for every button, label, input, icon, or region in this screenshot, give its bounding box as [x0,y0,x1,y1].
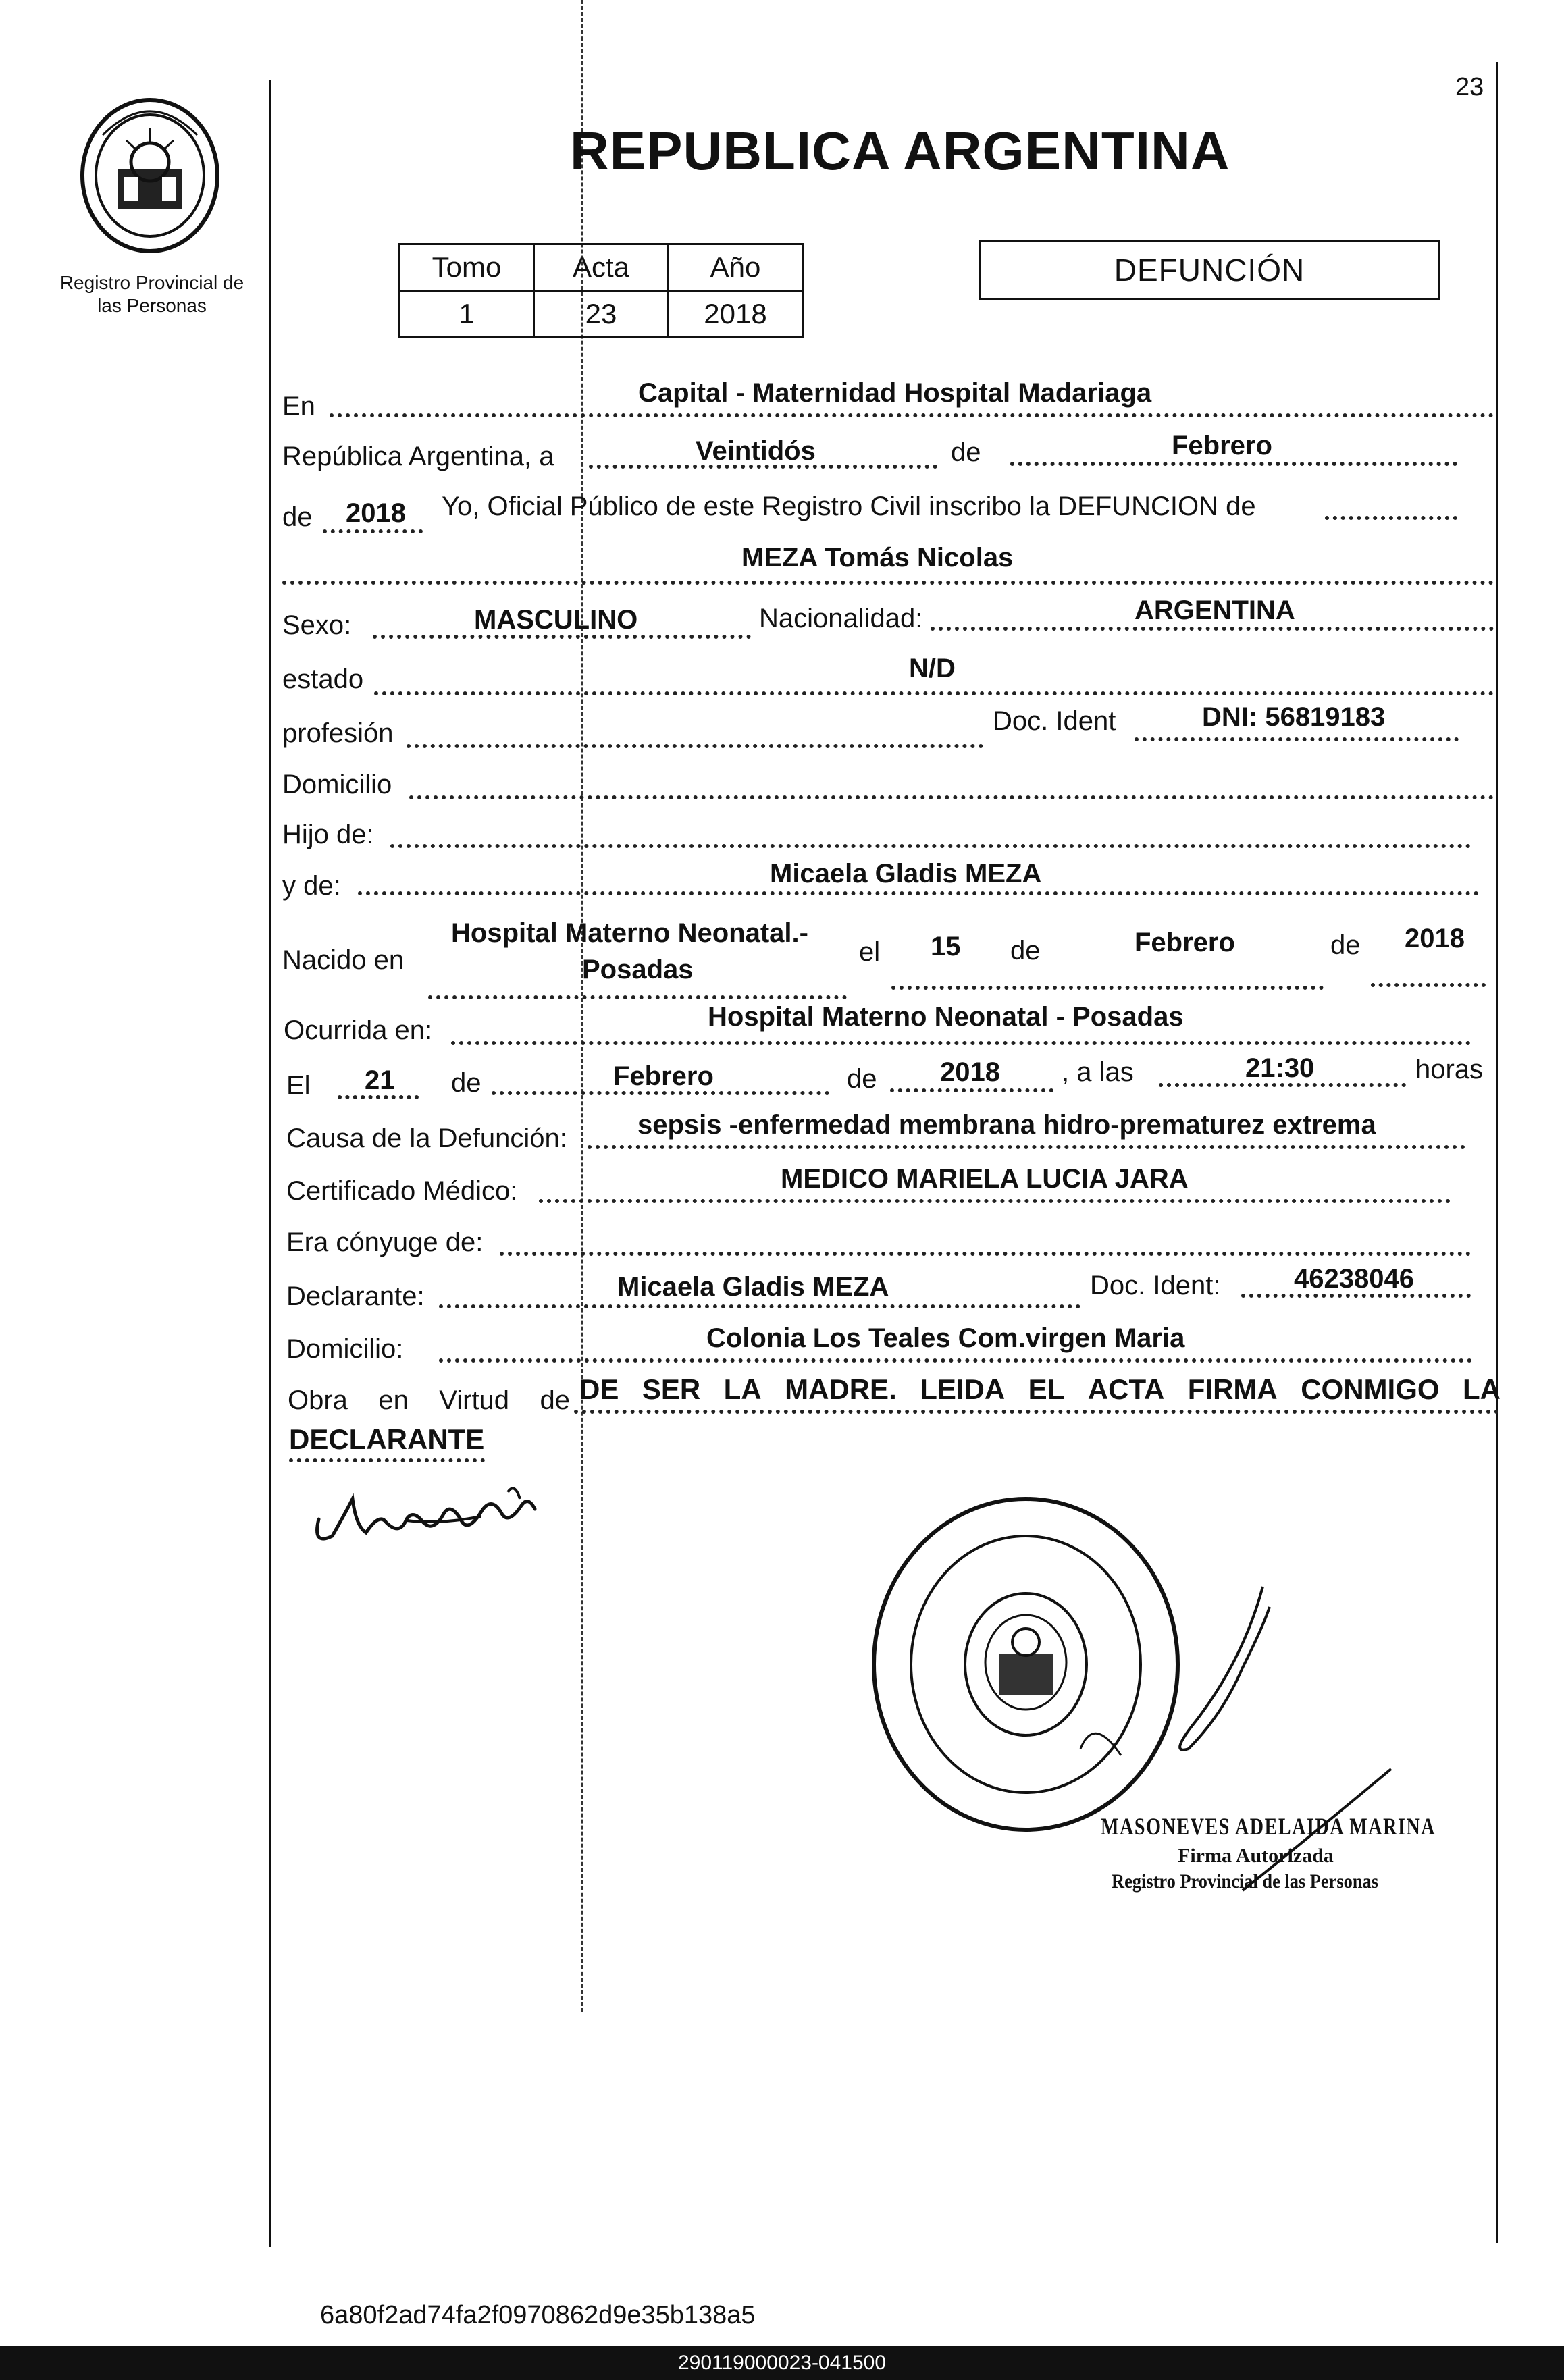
official-role: Firma Autorizada [1178,1845,1334,1867]
profesion-line [407,744,983,748]
obra-value-word-2: SER [642,1373,701,1405]
barcode-text: 290119000023-041500 [677,2352,887,2374]
estado-value: N/D [909,654,956,683]
registry-name-line1: Registro Provincial de [59,272,244,293]
nacionalidad-label: Nacionalidad: [759,604,923,633]
register-table [398,243,804,338]
obra-value-word-3: LA [723,1373,762,1405]
certificado-label: Certificado Médico: [286,1176,518,1206]
obra-value-word-8: FIRMA [1187,1373,1278,1405]
oficial-text: Yo, Oficial Público de este Registro Civil inscribo la DEFUNCION de [442,492,1256,521]
obra-word-3: Virtud [439,1385,510,1415]
obra-word-4: de [540,1385,570,1415]
obra-value-word-10: LA [1462,1373,1501,1405]
barcode-strip [0,2346,1564,2380]
death-year: 2018 [940,1057,1000,1087]
el-label2: El [286,1071,311,1101]
el-label: el [859,937,881,967]
en-line [330,413,1494,417]
domicilio-line [409,795,1494,799]
sexo-value: MASCULINO [474,605,638,635]
deceased-name: MEZA Tomás Nicolas [741,543,1014,573]
birth-day: 15 [931,932,961,961]
registry-name [41,271,263,317]
death-day-line [338,1095,419,1099]
profesion-label: profesión [282,718,394,748]
name-line [282,581,1494,585]
birth-date-line [891,986,1324,990]
sexo-label: Sexo: [282,610,352,640]
nacionalidad-value: ARGENTINA [1135,596,1295,625]
day-line [589,465,937,469]
obra-value-word-1: DE [579,1373,619,1405]
domicilio-line2 [439,1358,1472,1363]
ano-header: Año [669,244,803,291]
obra-label [288,1385,570,1416]
declarante-label: Declarante: [286,1281,425,1311]
domicilio-value2: Colonia Los Teales Com.virgen Maria [706,1323,1185,1353]
hijo-line [390,844,1471,848]
birth-month: Febrero [1135,928,1235,957]
obra-value-word-6: EL [1028,1373,1065,1405]
doc-line2 [1241,1294,1471,1298]
estado-line [374,691,1494,695]
obra-value-word-4: MADRE. [785,1373,897,1405]
official-registry: Registro Provincial de las Personas [1112,1870,1378,1893]
acta-value: 23 [534,291,669,338]
tomo-header: Tomo [400,244,534,291]
obra-word-2: en [378,1385,409,1415]
yde-line [358,891,1479,895]
year-line [323,529,423,533]
yde-value: Micaela Gladis MEZA [770,859,1042,889]
estado-label: estado [282,664,364,694]
horas-label: horas [1415,1055,1484,1084]
nacido-line [428,995,847,999]
left-margin-line [269,80,271,2247]
de-label6: de [847,1064,877,1094]
register-table-value-row [400,291,803,338]
ocurrida-value: Hospital Materno Neonatal - Posadas [708,1002,1184,1032]
doc-label2: Doc. Ident: [1090,1271,1221,1300]
de-label2: de [282,502,313,532]
register-table-header-row [400,244,803,291]
birth-year-line [1371,983,1486,987]
causa-label: Causa de la Defunción: [286,1123,567,1153]
yde-label: y de: [282,871,341,901]
doc-value2: 46238046 [1294,1264,1414,1294]
obra-line [574,1410,1499,1414]
ano-value: 2018 [669,291,803,338]
birth-year: 2018 [1405,924,1465,953]
obra-value-line2: DECLARANTE [289,1423,485,1455]
death-month-line [492,1091,829,1095]
conyuge-line [500,1252,1471,1256]
country-title: REPUBLICA ARGENTINA [570,121,1230,181]
doc-label: Doc. Ident [993,706,1116,736]
obra-value-line1 [579,1373,1501,1406]
domicilio-label: Domicilio [282,770,392,799]
ocurrida-line [451,1041,1471,1045]
obra-value-word-5: LEIDA [920,1373,1006,1405]
document-hash: 6a80f2ad74fa2f0970862d9e35b138a5 [320,2301,756,2329]
death-year-line [890,1088,1053,1092]
official-name: MASONEVES ADELAIDA MARINA [1101,1813,1436,1840]
month-line [1010,462,1457,466]
death-time: 21:30 [1245,1053,1315,1083]
obra-word-1: Obra [288,1385,348,1415]
right-margin-line [1496,62,1498,2243]
nacido-value-line2: Posadas [582,955,694,984]
doc-value: DNI: 56819183 [1202,702,1386,732]
obra-line2 [289,1458,485,1462]
year-value: 2018 [346,498,406,528]
hijo-label: Hijo de: [282,820,374,849]
causa-line [588,1145,1465,1149]
nacido-value-line1: Hospital Materno Neonatal.- [451,918,808,948]
death-day: 21 [365,1065,395,1095]
ocurrida-label: Ocurrida en: [284,1015,433,1045]
page-number: 23 [1455,73,1484,101]
de-label3: de [1010,936,1041,966]
en-value: Capital - Maternidad Hospital Madariaga [638,378,1152,408]
tomo-value: 1 [400,291,534,338]
province-seal-logo [76,95,224,257]
declarante-line [439,1304,1080,1308]
day-value: Veintidós [696,436,816,466]
nacionalidad-line [931,627,1494,631]
republica-label: República Argentina, a [282,442,554,471]
nacido-label: Nacido en [282,945,405,975]
obra-value-word-9: CONMIGO [1301,1373,1440,1405]
domicilio-label2: Domicilio: [286,1334,404,1364]
month-value: Febrero [1172,431,1272,460]
de-label4: de [1330,930,1361,960]
doc-line [1135,737,1459,741]
en-label: En [282,392,315,421]
declarante-value: Micaela Gladis MEZA [617,1272,889,1302]
declarant-signature [305,1472,548,1553]
death-time-line [1159,1083,1406,1087]
oficial-tail-line [1325,516,1457,520]
act-type-box: DEFUNCIÓN [979,240,1440,300]
certificado-line [539,1199,1451,1203]
causa-value: sepsis -enfermedad membrana hidro-prematurez extrema [637,1110,1376,1140]
alas-label: , a las [1062,1057,1134,1087]
registry-name-line2: las Personas [97,295,207,316]
conyuge-label: Era cónyuge de: [286,1227,484,1257]
death-month: Febrero [613,1061,714,1091]
certificado-value: MEDICO MARIELA LUCIA JARA [781,1164,1189,1194]
sexo-line [373,635,751,639]
de-label5: de [451,1068,481,1098]
obra-value-word-7: ACTA [1087,1373,1165,1405]
de-label: de [951,438,981,467]
acta-header: Acta [534,244,669,291]
